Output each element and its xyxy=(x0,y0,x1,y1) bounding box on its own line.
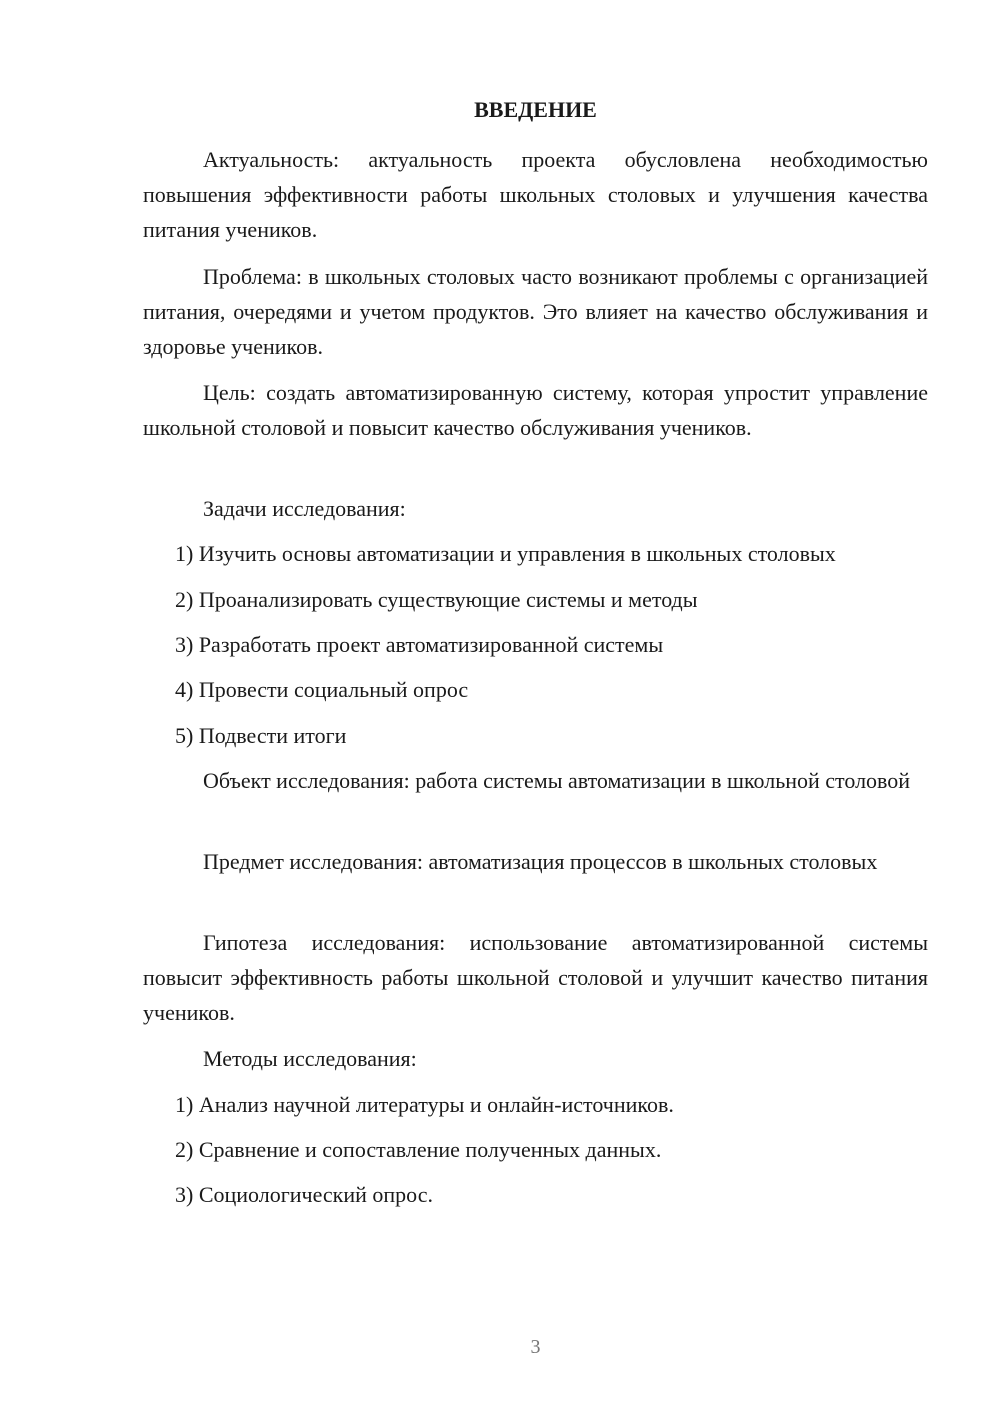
method-item: 3) Социологический опрос. xyxy=(175,1182,433,1207)
page-number: 3 xyxy=(530,1336,541,1358)
problem-paragraph: Проблема: в школьных столовых часто возникают проблемы с организацией питания, очередями и учетом продуктов. Это влияет на качество обслуживания и здоровье учеников. xyxy=(143,264,928,359)
goal-paragraph: Цель: создать автоматизированную систему, которая упростит управление школьной столовой и повысит качество обслуживания учеников. xyxy=(143,380,928,440)
subject-paragraph: Предмет исследования: автоматизация процессов в школьных столовых xyxy=(203,849,878,874)
document-page xyxy=(143,0,928,1414)
task-item: 2) Проанализировать существующие системы и методы xyxy=(175,587,698,612)
tasks-heading: Задачи исследования: xyxy=(203,496,406,521)
task-item: 5) Подвести итоги xyxy=(175,723,347,748)
section-title: ВВЕДЕНИЕ xyxy=(474,97,597,122)
method-item: 1) Анализ научной литературы и онлайн-источников. xyxy=(175,1092,674,1117)
object-paragraph: Объект исследования: работа системы автоматизации в школьной столовой xyxy=(203,768,911,793)
relevance-paragraph: Актуальность: актуальность проекта обусловлена необходимостью повышения эффективности работы школьных столовых и улучшения качества питания учеников. xyxy=(143,147,928,242)
hypothesis-paragraph: Гипотеза исследования: использование автоматизированной системы повысит эффективность работы школьной столовой и улучшит качество питания учеников. xyxy=(143,930,928,1025)
methods-heading: Методы исследования: xyxy=(203,1046,417,1071)
task-item: 3) Разработать проект автоматизированной системы xyxy=(175,632,664,657)
task-item: 1) Изучить основы автоматизации и управления в школьных столовых xyxy=(175,541,836,566)
method-item: 2) Сравнение и сопоставление полученных данных. xyxy=(175,1137,662,1162)
task-item: 4) Провести социальный опрос xyxy=(175,677,469,702)
